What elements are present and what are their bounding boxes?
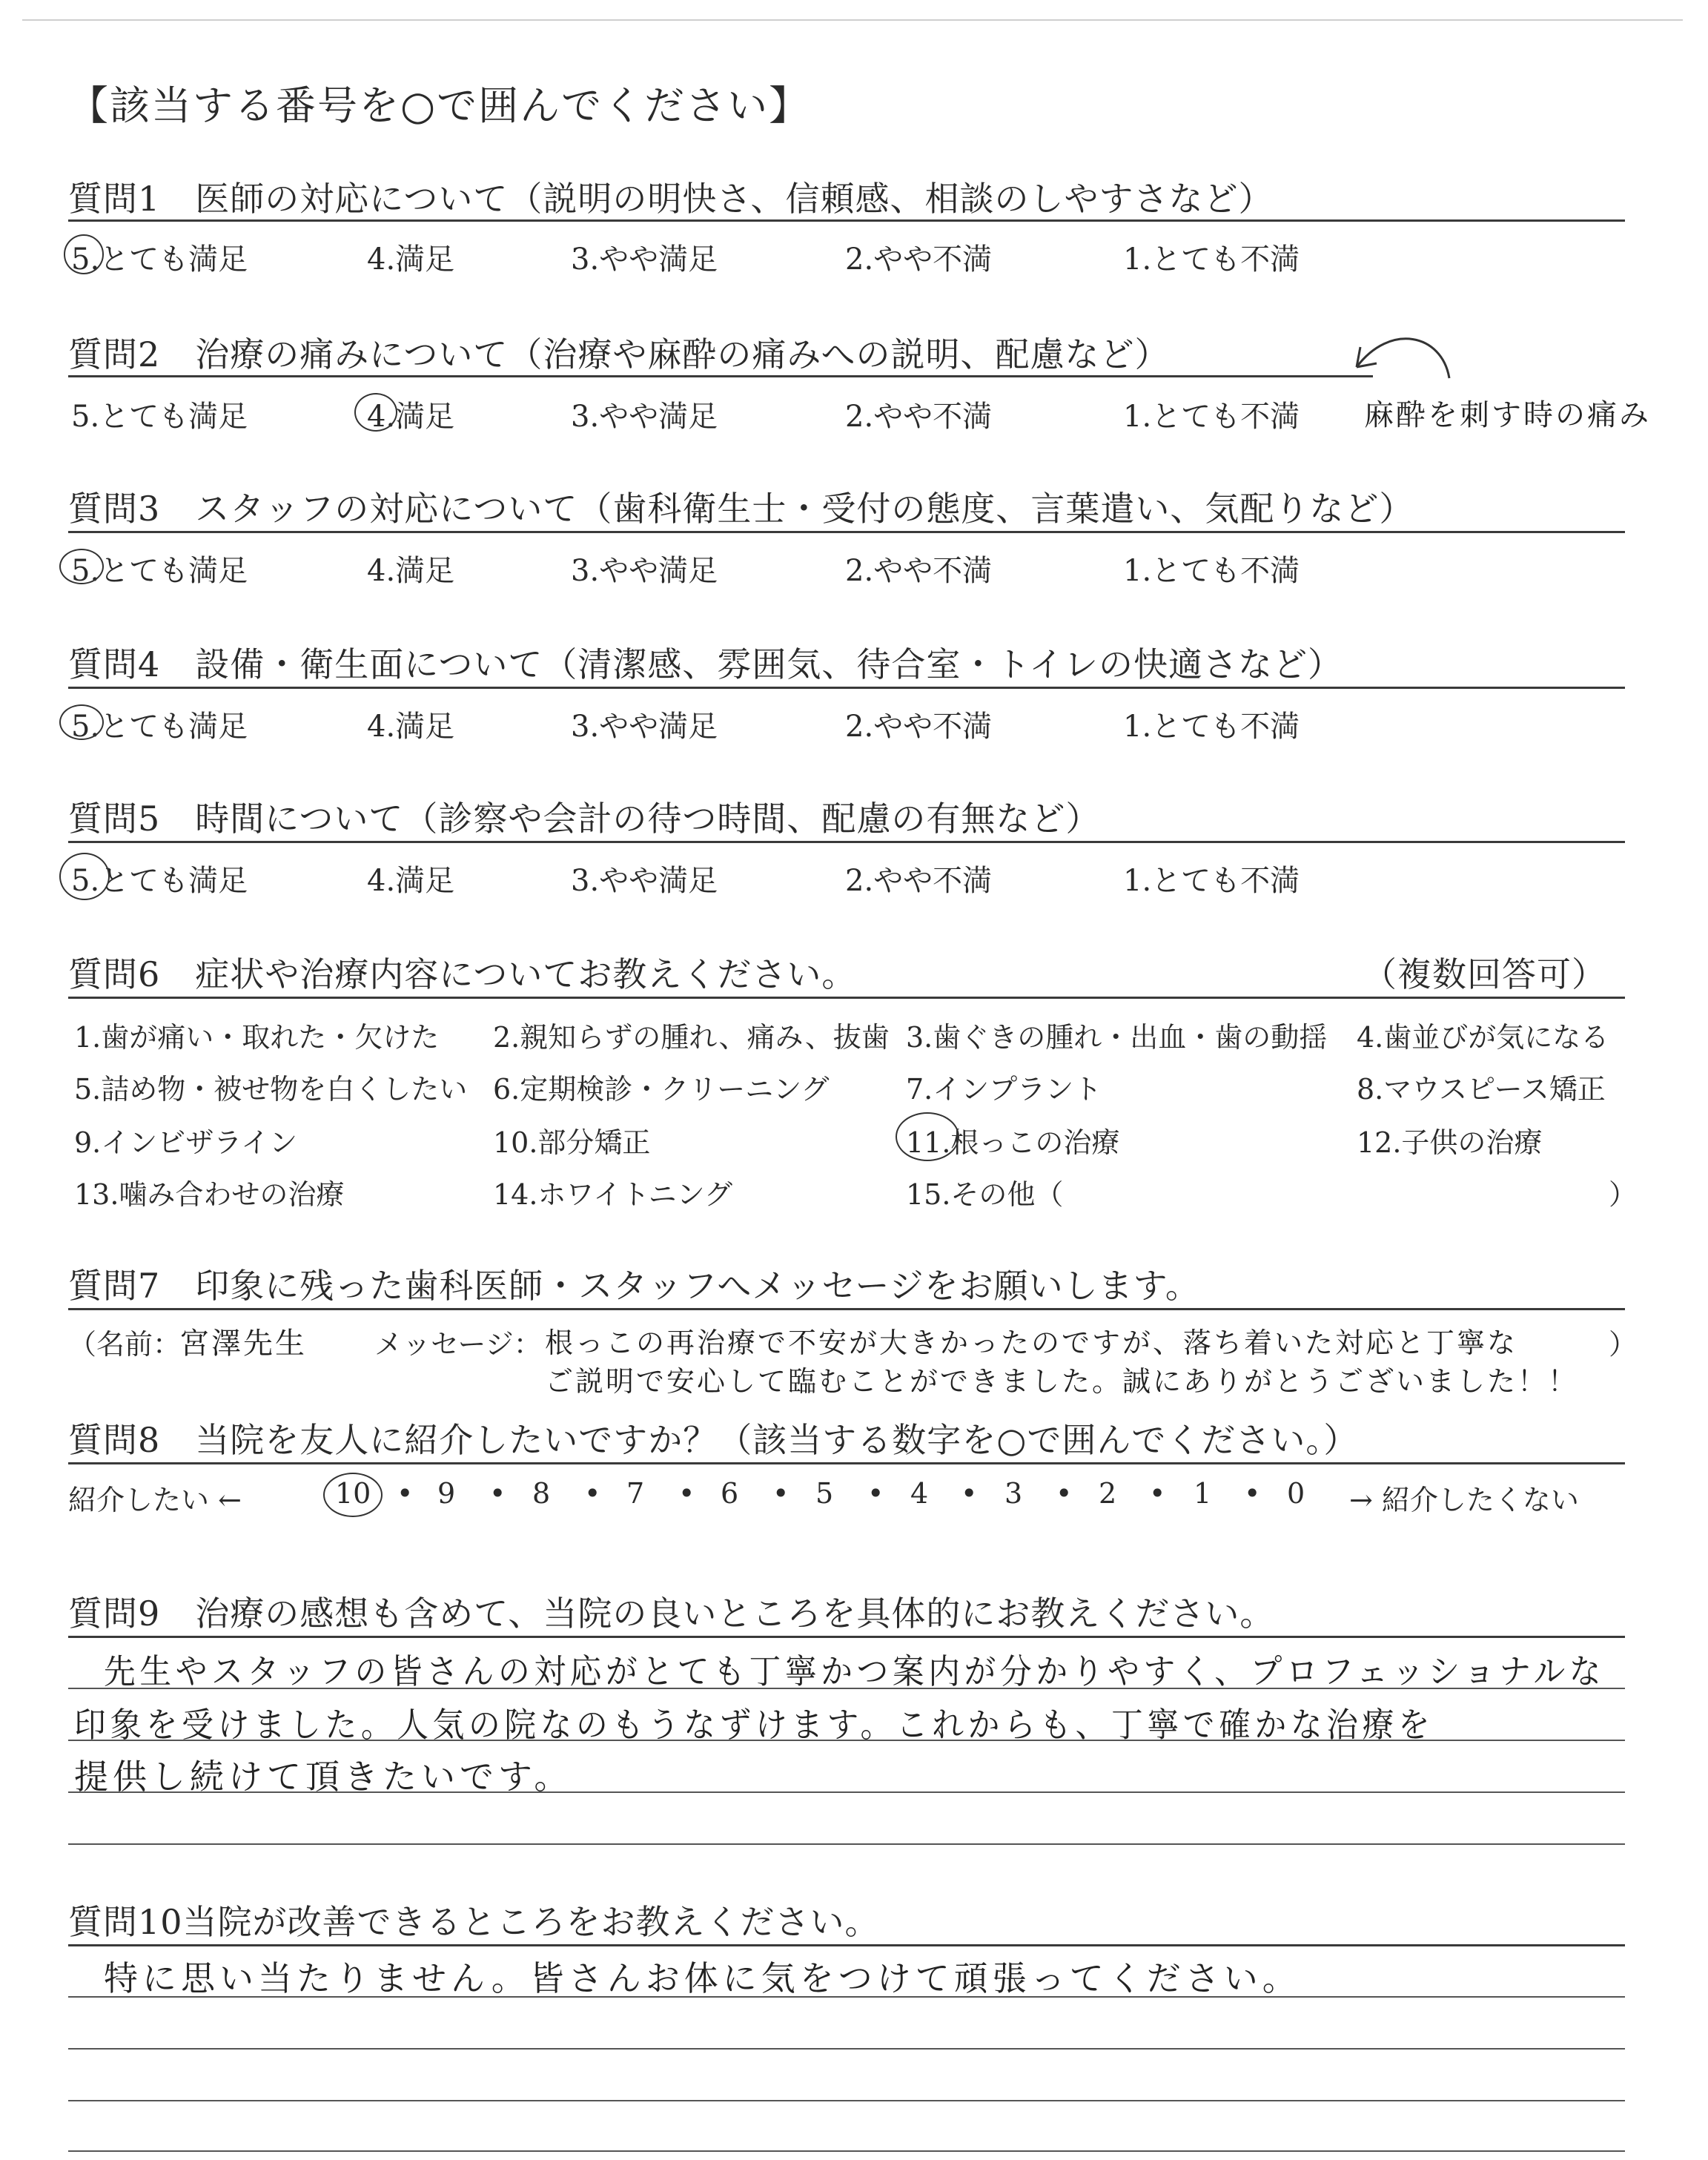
q8-scale-7[interactable]: 7 (626, 1477, 645, 1510)
q5-opt-3[interactable]: 3.やや満足 (571, 864, 718, 898)
q5-rule (68, 841, 1625, 843)
q4-opt-4[interactable]: 4.満足 (367, 710, 455, 744)
q8-scale-5[interactable]: 5 (815, 1477, 834, 1510)
q8-dot: • (1056, 1477, 1073, 1510)
q4-opt-1[interactable]: 1.とても不満 (1123, 710, 1300, 744)
q5-opt-5[interactable]: 5.とても満足 (71, 864, 248, 898)
q7-rule (68, 1308, 1625, 1310)
q6-item-2[interactable]: 2.親知らずの腫れ、痛み、抜歯 (493, 1021, 890, 1054)
q6-item-10[interactable]: 10.部分矯正 (493, 1126, 651, 1159)
q6-item-9[interactable]: 9.インビザライン (74, 1126, 298, 1159)
q8-scale-8[interactable]: 8 (532, 1477, 551, 1510)
q1-label: 質問1 医師の対応について（説明の明快さ、信頼感、相談のしやすさなど） (68, 179, 1274, 219)
q8-dot: • (1149, 1477, 1166, 1510)
q10-answer-line (68, 2100, 1625, 2101)
q9-answer-line-2[interactable]: 印象を受けました。人気の院なのもうなずけます。これからも、丁寧で確かな治療を (74, 1705, 1434, 1745)
q6-item-8[interactable]: 8.マウスピース矯正 (1357, 1073, 1606, 1106)
q2-opt-1[interactable]: 1.とても不満 (1123, 400, 1300, 434)
q7-close-paren: ） (1609, 1328, 1638, 1361)
q8-scale-4[interactable]: 4 (910, 1477, 929, 1510)
q1-opt-4[interactable]: 4.満足 (367, 242, 455, 277)
q6-rule (68, 997, 1625, 999)
q8-scale-10[interactable]: 10 (335, 1477, 371, 1510)
q2-opt-4[interactable]: 4.満足 (367, 400, 455, 434)
q8-dot: • (867, 1477, 884, 1510)
q3-opt-4[interactable]: 4.満足 (367, 554, 455, 588)
q7-name-value[interactable]: 宮澤先生 (179, 1327, 307, 1361)
q6-item-13[interactable]: 13.噛み合わせの治療 (74, 1178, 345, 1211)
q7-message-line-2[interactable]: ご説明で安心して臨むことができました。誠にありがとうございました！！ (545, 1365, 1579, 1398)
q8-scale-9[interactable]: 9 (437, 1477, 456, 1510)
q2-opt-3[interactable]: 3.やや満足 (571, 400, 718, 434)
q5-opt-1[interactable]: 1.とても不満 (1123, 864, 1300, 898)
q4-opt-5[interactable]: 5.とても満足 (71, 710, 248, 744)
q3-opt-2[interactable]: 2.やや不満 (845, 554, 993, 588)
q1-rule (68, 219, 1625, 222)
q8-scale-3[interactable]: 3 (1004, 1477, 1023, 1510)
top-border (22, 19, 1683, 21)
q2-opt-5[interactable]: 5.とても満足 (71, 400, 248, 434)
q5-label: 質問5 時間について（診察や会計の待つ時間、配慮の有無など） (68, 799, 1101, 839)
q6-item-15[interactable]: 15.その他（ (906, 1178, 1064, 1211)
q8-right-label: → 紹介したくない (1349, 1484, 1579, 1516)
q7-message-label: メッセージ： (374, 1328, 542, 1361)
q9-answer-line (68, 1843, 1625, 1845)
q6-item-3[interactable]: 3.歯ぐきの腫れ・出血・歯の動揺 (906, 1021, 1328, 1054)
page-title: 【該当する番号を○で囲んでください】 (68, 82, 811, 129)
q10-answer-line (68, 2150, 1625, 2152)
q8-dot: • (397, 1477, 414, 1510)
q1-opt-2[interactable]: 2.やや不満 (845, 242, 993, 277)
q5-selected-circle (59, 853, 110, 900)
q10-rule (68, 1944, 1625, 1946)
q8-dot: • (489, 1477, 506, 1510)
q6-item-15-close: ） (1609, 1178, 1638, 1211)
q3-opt-1[interactable]: 1.とても不満 (1123, 554, 1300, 588)
q5-opt-4[interactable]: 4.満足 (367, 864, 455, 898)
q8-scale-2[interactable]: 2 (1099, 1477, 1117, 1510)
q6-item-4[interactable]: 4.歯並びが気になる (1357, 1021, 1609, 1054)
q9-answer-line-1[interactable]: 先生やスタッフの皆さんの対応がとても丁寧かつ案内が分かりやすく、プロフェッショナルな (104, 1651, 1606, 1691)
q8-dot: • (678, 1477, 695, 1510)
q4-opt-2[interactable]: 2.やや不満 (845, 710, 993, 744)
q2-handwritten-note: 麻酔を刺す時の痛み (1364, 398, 1651, 432)
q8-dot: • (584, 1477, 601, 1510)
q10-label: 質問10当院が改善できるところをお教えください。 (68, 1902, 880, 1942)
q9-answer-line-3[interactable]: 提供し続けて頂きたいです。 (74, 1757, 573, 1797)
q6-item-7[interactable]: 7.インプラント (906, 1073, 1102, 1106)
q8-dot: • (1244, 1477, 1261, 1510)
q1-selected-circle (64, 234, 104, 274)
q9-rule (68, 1636, 1625, 1638)
q8-selected-circle (323, 1473, 383, 1517)
q8-label: 質問8 当院を友人に紹介したいですか？（該当する数字を○で囲んでください。） (68, 1420, 1359, 1460)
q7-message-line-1[interactable]: 根っこの再治療で不安が大きかったのですが、落ち着いた対応と丁寧な (545, 1327, 1518, 1359)
q3-selected-circle (59, 549, 104, 584)
q6-item-1[interactable]: 1.歯が痛い・取れた・欠けた (74, 1021, 440, 1054)
q2-label: 質問2 治療の痛みについて（治療や麻酔の痛みへの説明、配慮など） (68, 334, 1170, 374)
q9-label: 質問9 治療の感想も含めて、当院の良いところを具体的にお教えください。 (68, 1593, 1275, 1634)
q3-label: 質問3 スタッフの対応について（歯科衛生士・受付の態度、言葉遣い、気配りなど） (68, 489, 1414, 529)
q3-rule (68, 531, 1625, 533)
q2-opt-2[interactable]: 2.やや不満 (845, 400, 993, 434)
q7-label: 質問7 印象に残った歯科医師・スタッフへメッセージをお願いします。 (68, 1266, 1200, 1306)
q8-left-label: 紹介したい ← (68, 1484, 242, 1516)
q4-label: 質問4 設備・衛生面について（清潔感、雰囲気、待合室・トイレの快適さなど） (68, 644, 1343, 684)
q8-rule (68, 1462, 1625, 1464)
q6-item-12[interactable]: 12.子供の治療 (1357, 1126, 1543, 1159)
q4-opt-3[interactable]: 3.やや満足 (571, 710, 718, 744)
q2-note-arrow (1345, 326, 1457, 386)
q6-label: 質問6 症状や治療内容についてお教えください。 (68, 954, 857, 994)
q4-selected-circle (59, 704, 104, 740)
q6-item-14[interactable]: 14.ホワイトニング (493, 1178, 733, 1211)
q6-selected-circle (896, 1112, 959, 1161)
q5-opt-2[interactable]: 2.やや不満 (845, 864, 993, 898)
q8-scale-0[interactable]: 0 (1287, 1477, 1305, 1510)
q6-item-11[interactable]: 11.根っこの治療 (906, 1126, 1120, 1159)
q1-opt-5[interactable]: 5.とても満足 (71, 242, 248, 277)
q7-name-label: （名前： (68, 1328, 182, 1361)
q4-rule (68, 687, 1625, 689)
q6-item-6[interactable]: 6.定期検診・クリーニング (493, 1073, 830, 1106)
q10-answer-line-1[interactable]: 特に思い当たりません。皆さんお体に気をつけて頑張ってください。 (104, 1958, 1301, 1998)
q8-scale-1[interactable]: 1 (1194, 1477, 1212, 1510)
q10-answer-line (68, 2048, 1625, 2050)
q1-opt-1[interactable]: 1.とても不満 (1123, 242, 1300, 277)
q2-rule (68, 375, 1373, 377)
q6-multi-note: （複数回答可） (1363, 954, 1606, 994)
q3-opt-5[interactable]: 5.とても満足 (71, 554, 248, 588)
q8-dot: • (961, 1477, 978, 1510)
q1-opt-3[interactable]: 3.やや満足 (571, 242, 718, 277)
q2-selected-circle (354, 393, 397, 432)
q3-opt-3[interactable]: 3.やや満足 (571, 554, 718, 588)
q8-scale-6[interactable]: 6 (721, 1477, 739, 1510)
q6-item-5[interactable]: 5.詰め物・被せ物を白くしたい (74, 1073, 468, 1106)
q8-dot: • (772, 1477, 790, 1510)
